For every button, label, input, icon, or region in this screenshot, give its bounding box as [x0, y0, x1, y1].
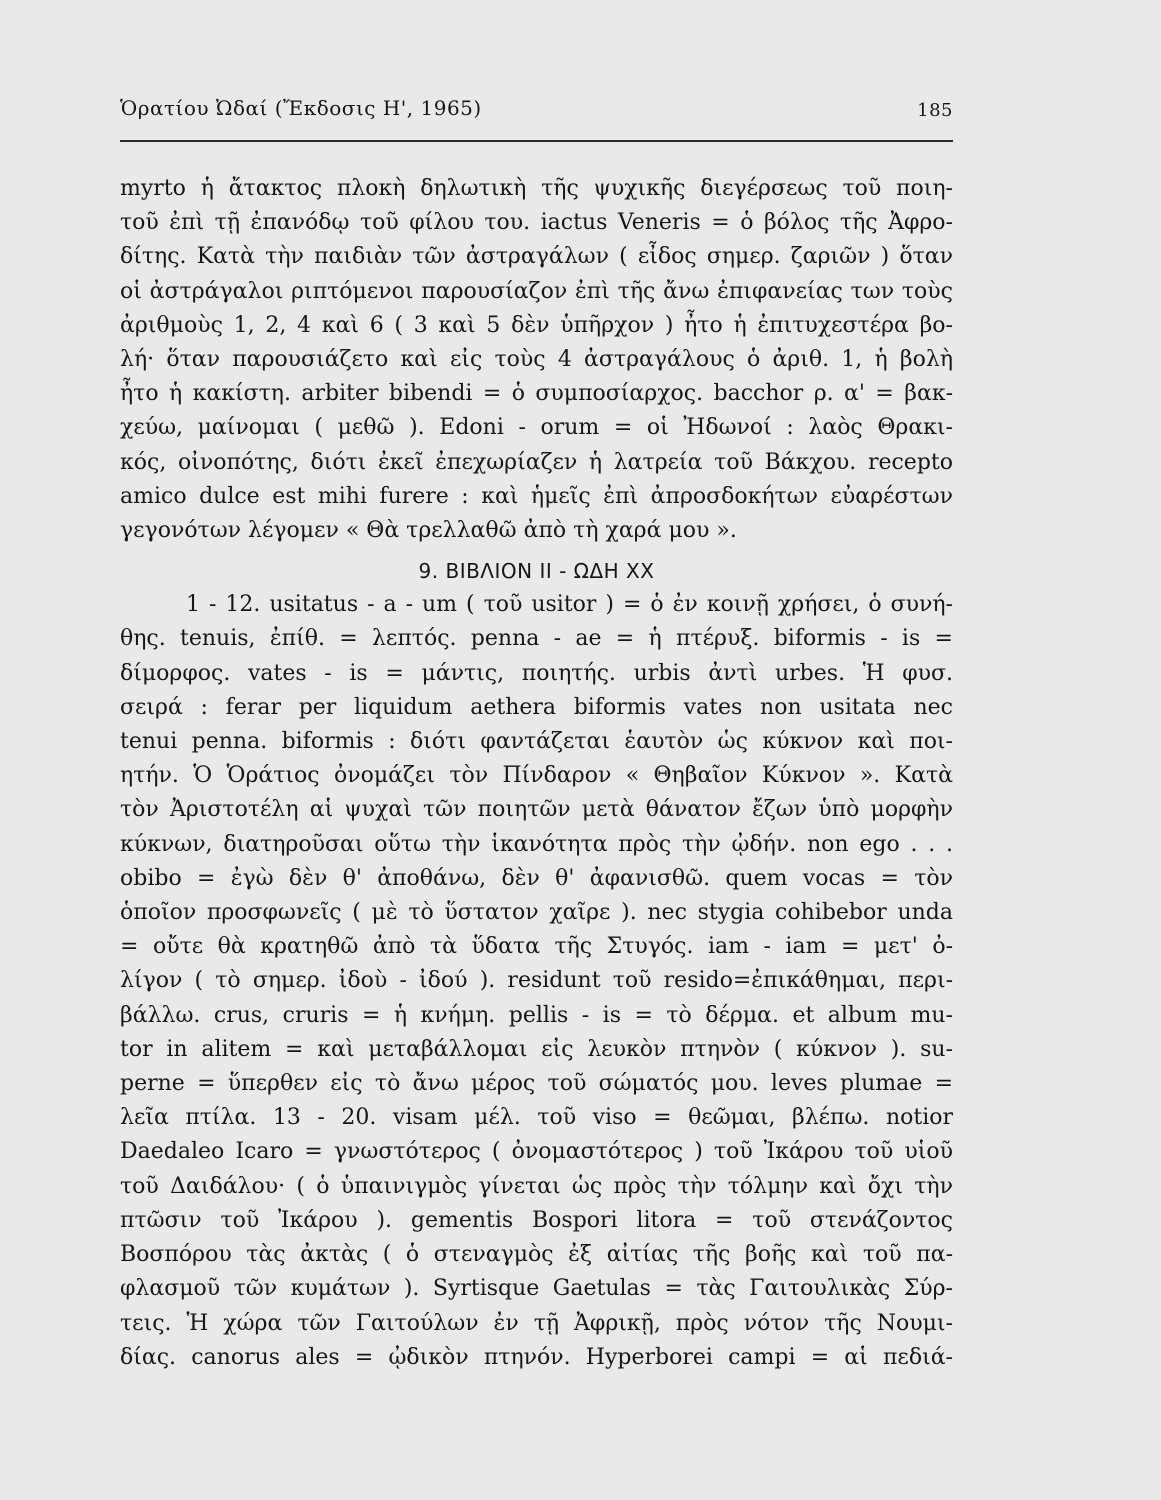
text-line: ἀριθμοὺς 1, 2, 4 καὶ 6 ( 3 καὶ 5 δὲν ὑπῆρχον ) ἦτο ἡ ἐπιτυχεστέρα βο- — [120, 312, 953, 338]
header-title: Ὁρατίου Ὠδαί (Ἔκδοσις Η', 1965) — [120, 96, 482, 120]
text-line: θης. tenuis, ἐπίθ. = λεπτός. penna - ae = ἡ πτέρυξ. biformis - is = — [120, 626, 953, 652]
text-line: φλασμοῦ τῶν κυμάτων ). Syrtisque Gaetulas = τὰς Γαιτουλικὰς Σύρ- — [120, 1276, 953, 1302]
text-line: obibo = ἐγὼ δὲν θ' ἀποθάνω, δὲν θ' ἀφανισθῶ. quem vocas = τὸν — [120, 865, 953, 891]
text-line: Daedaleo Icaro = γνωστότερος ( ὀνομαστότερος ) τοῦ Ἰκάρου τοῦ υἱοῦ — [120, 1139, 953, 1165]
text-line: βάλλω. crus, cruris = ἡ κνήμη. pellis - is = τὸ δέρμα. et album mu- — [120, 1002, 953, 1028]
header-rule — [120, 140, 953, 142]
text-line: tor in alitem = καὶ μεταβάλλομαι εἰς λευκὸν πτηνὸν ( κύκνον ). su- — [120, 1036, 953, 1062]
text-line: perne = ὕπερθεν εἰς τὸ ἄνω μέρος τοῦ σώματός μου. leves plumae = — [120, 1071, 953, 1097]
text-line: τοῦ ἐπὶ τῇ ἐπανόδῳ τοῦ φίλου του. iactus Veneris = ὁ βόλος τῆς Ἀφρο- — [120, 210, 953, 236]
commentary-paragraph-2 — [120, 588, 953, 1375]
text-line: πτῶσιν τοῦ Ἰκάρου ). gementis Bospori litora = τοῦ στενάζοντος — [120, 1207, 953, 1233]
text-line: οἱ ἀστράγαλοι ριπτόμενοι παρουσίαζον ἐπὶ τῆς ἄνω ἐπιφανείας των τοὺς — [120, 278, 953, 304]
text-line: τεις. Ἡ χώρα τῶν Γαιτούλων ἐν τῇ Ἀφρικῇ, πρὸς νότον τῆς Νουμι- — [120, 1310, 953, 1336]
text-line: myrto ἡ ἄτακτος πλοκὴ δηλωτικὴ τῆς ψυχικῆς διεγέρσεως τοῦ ποιη- — [120, 176, 953, 201]
text-line: ὁποῖον προσφωνεῖς ( μὲ τὸ ὕστατον χαῖρε ). nec stygia cohibebor unda — [120, 900, 953, 926]
text-line: δίτης. Κατὰ τὴν παιδιὰν τῶν ἀστραγάλων ( εἶδος σημερ. ζαριῶν ) ὅταν — [120, 244, 953, 270]
text-line: δίμορφος. vates - is = μάντις, ποιητής. urbis ἀντὶ urbes. Ἡ φυσ. — [120, 660, 953, 686]
text-line: σειρά : ferar per liquidum aethera biformis vates non usitata nec — [120, 694, 953, 720]
text-line: τοῦ Δαιδάλου· ( ὁ ὑπαινιγμὸς γίνεται ὡς πρὸς τὴν τόλμην καὶ ὄχι τὴν — [120, 1173, 953, 1199]
text-line: Βοσπόρου τὰς ἀκτὰς ( ὁ στεναγμὸς ἐξ αἰτίας τῆς βοῆς καὶ τοῦ πα- — [120, 1242, 953, 1268]
text-line: amico dulce est mihi furere : καὶ ἡμεῖς ἐπὶ ἀπροσδοκήτων εὐαρέστων — [120, 483, 953, 509]
text-line: tenui penna. biformis : διότι φαντάζεται ἑαυτὸν ὡς κύκνον καὶ ποι- — [120, 729, 953, 755]
text-line: λίγον ( τὸ σημερ. ἰδοὺ - ἰδού ). residunt τοῦ resido=ἐπικάθημαι, περι- — [120, 968, 953, 994]
text-line: χεύω, μαίνομαι ( μεθῶ ). Edoni - orum = οἱ Ἠδωνοί : λαὸς Θρακι- — [120, 415, 953, 441]
text-line: λή· ὅταν παρουσιάζετο καὶ εἰς τοὺς 4 ἀστραγάλους ὁ ἀριθ. 1, ἡ βολὴ — [120, 347, 953, 373]
text-line: κός, οἰνοπότης, διότι ἐκεῖ ἐπεχωρίαζεν ἡ λατρεία τοῦ Βάκχου. recepto — [120, 449, 953, 475]
body-text — [120, 172, 953, 1375]
page-number: 185 — [917, 100, 953, 121]
text-line: τὸν Ἀριστοτέλη αἱ ψυχαὶ τῶν ποιητῶν μετὰ θάνατον ἔζων ὑπὸ μορφὴν — [120, 797, 953, 823]
text-line: 1 - 12. usitatus - a - um ( τοῦ usitor ) = ὁ ἐν κοινῇ χρήσει, ὁ συνή- — [186, 592, 953, 618]
text-line: γεγονότων λέγομεν « Θὰ τρελλαθῶ ἀπὸ τὴ χαρά μου ». — [120, 518, 737, 544]
commentary-paragraph-1 — [120, 172, 953, 548]
text-line: κύκνων, διατηροῦσαι οὕτω τὴν ἱκανότητα πρὸς τὴν ᾠδήν. non ego . . . — [120, 831, 953, 857]
text-line: λεῖα πτίλα. 13 - 20. visam μέλ. τοῦ viso = θεῶμαι, βλέπω. notior — [120, 1105, 953, 1131]
text-line: ητήν. Ὁ Ὁράτιος ὀνομάζει τὸν Πίνδαρον « Θηβαῖον Κύκνον ». Κατὰ — [120, 763, 953, 789]
text-line: δίας. canorus ales = ᾠδικὸν πτηνόν. Hyperborei campi = αἱ πεδιά- — [120, 1344, 953, 1370]
section-heading: 9. ΒΙΒΛΙΟΝ ΙΙ - ΩΔΗ ΧΧ — [418, 559, 655, 584]
text-line: ἦτο ἡ κακίστη. arbiter bibendi = ὁ συμποσίαρχος. bacchor ρ. α' = βακ- — [120, 381, 953, 407]
text-line: = οὔτε θὰ κρατηθῶ ἀπὸ τὰ ὕδατα τῆς Στυγός. iam - iam = μετ' ὀ- — [120, 934, 953, 960]
